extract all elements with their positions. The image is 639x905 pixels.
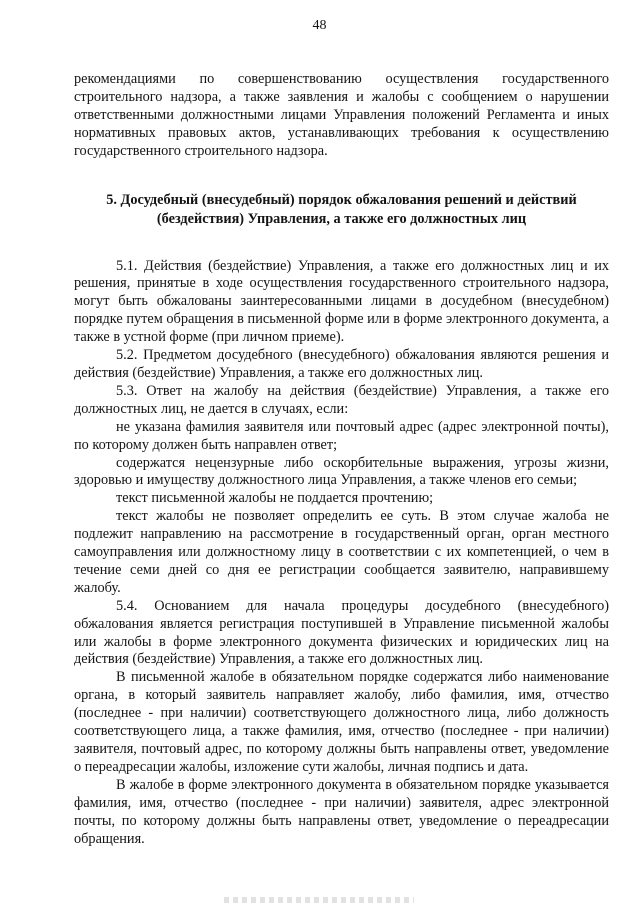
list-item-undefined-essence: текст жалобы не позволяет определить ее суть. В этом случае жалоба не подлежит направлению на рассмотрение в государственный орган, орган местного самоуправления или должностному лицу в соответствии с их компетенцией, о чем в течение семи дней со дня ее регистрации сообщается заявителю, направившему жалобу. [74, 508, 609, 596]
paragraph-5-4: 5.4. Основанием для начала процедуры досудебного (внесудебного) обжалования является регистрация поступившей в Управление письменной жалобы или жалобы в форме электронного документа физических и юридических лиц на действия (бездействие) Управления, а также его должностных лиц. [74, 597, 609, 668]
intro-paragraph: рекомендациями по совершенствованию осуществления государственного строительного надзора, а также заявления и жалобы с сообщением о нарушении ответственными должностными лицами Управления положений Регламента и иных нормативных правовых актов, устанавливающих требования к осуществлению государственного строительного надзора. [74, 71, 609, 159]
paragraph-5-2: 5.2. Предметом досудебного (внесудебного) обжалования являются решения и действия (бездействие) Управления, а также его должностных лиц. [74, 347, 609, 381]
paragraph-5-1: 5.1. Действия (бездействие) Управления, а также его должностных лиц и их решения, принятые в ходе осуществления государственного строительного надзора, могут быть обжалованы заинтересованными лицами в досудебном (внесудебном) порядке путем обращения в письменной форме или в форме электронного документа, а также в устной форме (при личном приеме). [74, 257, 609, 346]
paragraph-5-3: 5.3. Ответ на жалобу на действия (бездействие) Управления, а также его должностных лиц, не дается в случаях, если: [74, 382, 609, 417]
list-item-obscene-content: содержатся нецензурные либо оскорбительные выражения, угрозы жизни, здоровью и имуществу должностного лица Управления, а также членов его семьи; [74, 454, 609, 489]
section-heading: 5. Досудебный (внесудебный) порядок обжалования решений и действий (бездействия) Управления, а также его должностных лиц [106, 191, 577, 227]
paragraph-electronic-complaint: В жалобе в форме электронного документа в обязательном порядке указывается фамилия, имя, отчество (последнее - при наличии) заявителя, адрес электронной почты, по которому должны быть направлены ответ, уведомление о переадресации обращения. [74, 776, 609, 847]
scan-artifact [224, 897, 414, 903]
list-item-unreadable: текст письменной жалобы не поддается прочтению; [116, 490, 434, 507]
document-body [74, 71, 609, 848]
paragraph-written-complaint: В письменной жалобе в обязательном порядке содержатся либо наименование органа, в который заявитель направляет жалобу, либо фамилия, имя, отчество (последнее - при наличии) соответствующего должностного лица, либо должность соответствующего лица, а также фамилия, имя, отчество (последнее - при наличии) заявителя, почтовый адрес, по которому должны быть направлены ответ, уведомление о переадресации жалобы, изложение сути жалобы, личная подпись и дата. [74, 669, 609, 775]
page-number: 48 [312, 18, 327, 33]
list-item-no-surname: не указана фамилия заявителя или почтовый адрес (адрес электронной почты), по которому должен быть направлен ответ; [74, 418, 609, 453]
